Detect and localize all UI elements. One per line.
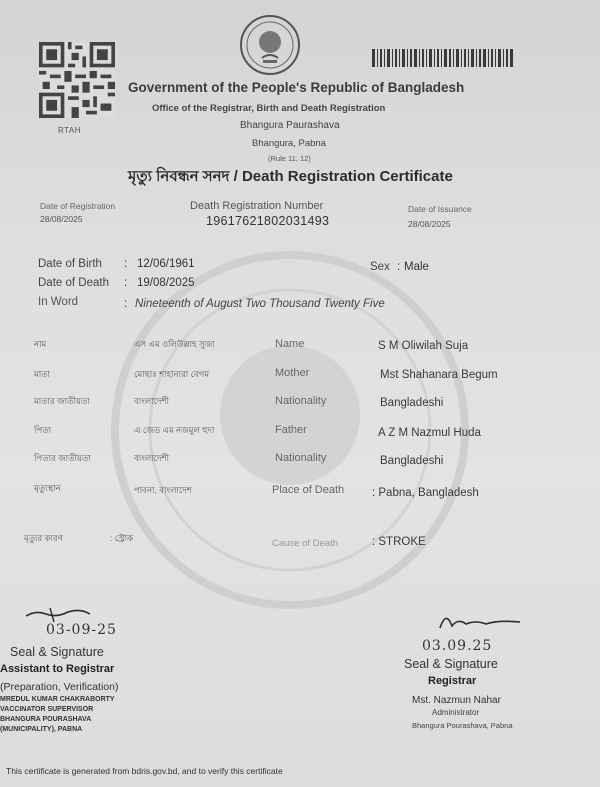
- registration-number-label: Death Registration Number: [190, 200, 324, 212]
- government-emblem: [236, 14, 304, 76]
- government-title: Government of the People's Republic of Bangladesh: [128, 80, 465, 95]
- left-signature-date: 03-09-25: [46, 622, 117, 638]
- birth-date-label: Date of Birth: [38, 258, 102, 270]
- qr-caption: RTAH: [58, 126, 82, 135]
- birth-date-value: 12/06/1961: [137, 258, 195, 270]
- rule-reference: (Rule 11, 12): [268, 154, 311, 163]
- stamp-line-2: VACCINATOR SUPERVISOR: [0, 706, 94, 713]
- office-title: Office of the Registrar, Birth and Death Registration: [152, 103, 386, 114]
- issuance-date-value: 28/08/2025: [408, 219, 451, 229]
- city-name: Bhangura, Pabna: [252, 138, 326, 149]
- stamp-line-4: (MUNICIPALITY), PABNA: [0, 726, 83, 733]
- name-value: S M Oliwilah Suja: [378, 340, 469, 352]
- registration-date-label: Date of Registration: [40, 201, 116, 211]
- mother-value: Mst Shahanara Begum: [380, 369, 498, 381]
- footer-note: This certificate is generated from bdris.gov.bd, and to verify this certificate: [6, 766, 283, 776]
- cause-text: STROKE: [378, 536, 426, 548]
- death-date-label: Date of Death: [38, 277, 109, 289]
- bn-place-of-death-label: মৃত্যুস্থান: [34, 483, 61, 493]
- death-date-in-words: Nineteenth of August Two Thousand Twenty Five: [135, 298, 385, 310]
- mother-nationality-label: Nationality: [275, 395, 327, 407]
- barcode: [372, 49, 514, 67]
- father-value: A Z M Nazmul Huda: [378, 427, 481, 439]
- father-nationality-label: Nationality: [275, 452, 327, 464]
- name-label: Name: [275, 338, 305, 350]
- place-of-death-value: : Pabna, Bangladesh: [372, 487, 479, 499]
- certificate-title: মৃত্যু নিবন্ধন সনদ / Death Registration Certificate: [128, 168, 453, 185]
- bn-cause-value: : স্ট্রোক: [110, 533, 134, 543]
- cause-label: Cause of Death: [272, 538, 339, 549]
- stamp-line-3: BHANGURA POURASHAVA: [0, 716, 92, 723]
- right-signature-date: 03.09.25: [422, 638, 493, 654]
- registrar-name: Mst. Nazmun Nahar: [412, 695, 501, 706]
- certificate-page: RTAH Government of the People's Republic of Bangladesh Office of the Registrar, Birth and Death Registration Bhangura Paurashava Bhangura, Pabna (Rule 11, 12) মৃত্যু নিবন্ধন সনদ / Death Registration Certificate Date of Registration 28/08/2025 Death Registration Number 19617621802031493 Date of Issuance 28/08/2025 Date of Birth : 12/06/1961 Sex : Male Date of Death : 19/08/2025 In Word : Nineteenth of August Two Thousand Twenty Five নাম এস এম ওলিউল্লাহ সুজা Name S M Oliwilah Suja মাতা মোছাঃ শাহানারা বেগম Mother Mst Shahanara Begum মাতার জাতীয়তা বাংলাদেশী Nationality Bangladeshi পিতা এ জেড এম নজমুল হুদা Father A Z M Nazmul Huda পিতার জাতীয়তা বাংলাদেশী Nationality Bangladeshi মৃত্যুস্থান পাবনা, বাংলাদেশ Place of Death : Pabna, Bangladesh মৃত্যুর কারণ : স্ট্রোক Cause of Death : STROKE 03-09-25 Seal & Signature Assistant to Registrar (Preparation, Verification) MREDUL KUMAR CHAKRABORTY VACCINATOR SUPERVISOR BHANGURA POURASHAVA (MUNICIPALITY), PABNA 03.09.25 Seal & Signature Registrar Mst. Nazmun Nahar Administrator Bhangura Pourashava, Pabna This certificate is generated from bdris.gov.bd, and to verify this certificate: [0, 0, 600, 787]
- mother-label: Mother: [275, 367, 310, 379]
- bn-name-label: নাম: [34, 339, 47, 349]
- left-seal-label: Seal & Signature: [10, 645, 104, 659]
- bn-father-label: পিতা: [34, 425, 52, 435]
- bn-cause-text: স্ট্রোক: [114, 533, 134, 543]
- bn-mother-label: মাতা: [34, 369, 51, 379]
- right-seal-label: Seal & Signature: [404, 657, 498, 671]
- bn-name-value: এস এম ওলিউল্লাহ সুজা: [134, 339, 215, 349]
- bn-father-value: এ জেড এম নজমুল হুদা: [134, 425, 215, 435]
- sex-value: Male: [404, 261, 429, 273]
- in-word-label: In Word: [38, 296, 79, 308]
- sex-label: Sex: [370, 261, 390, 273]
- bn-mother-nationality-value: বাংলাদেশী: [134, 396, 169, 406]
- place-of-death-text: Pabna, Bangladesh: [378, 487, 479, 499]
- bn-mother-value: মোছাঃ শাহানারা বেগম: [134, 369, 210, 379]
- cause-value: : STROKE: [372, 536, 426, 548]
- bn-mother-nationality-label: মাতার জাতীয়তা: [34, 396, 90, 406]
- mother-nationality-value: Bangladeshi: [380, 397, 444, 409]
- right-role: Registrar: [428, 675, 477, 687]
- left-role-sub: (Preparation, Verification): [0, 681, 119, 693]
- bn-father-nationality-label: পিতার জাতীয়তা: [34, 453, 91, 463]
- registrar-office: Bhangura Pourashava, Pabna: [412, 721, 513, 730]
- father-label: Father: [275, 424, 307, 436]
- registration-date-value: 28/08/2025: [40, 214, 83, 224]
- bn-father-nationality-value: বাংলাদেশী: [134, 453, 169, 463]
- right-signature-mark: [436, 608, 524, 634]
- issuance-date-label: Date of Issuance: [408, 204, 472, 214]
- place-of-death-label: Place of Death: [272, 484, 345, 496]
- death-date-value: 19/08/2025: [137, 277, 195, 289]
- registration-number-value: 19617621802031493: [206, 214, 330, 228]
- left-role: Assistant to Registrar: [0, 663, 115, 675]
- stamp-line-1: MREDUL KUMAR CHAKRABORTY: [0, 696, 115, 703]
- qr-code: [38, 42, 116, 118]
- bn-place-of-death-value: পাবনা, বাংলাদেশ: [134, 485, 192, 495]
- paurashava-name: Bhangura Paurashava: [240, 120, 340, 131]
- registrar-title: Administrator: [432, 708, 480, 717]
- bn-cause-label: মৃত্যুর কারণ: [24, 533, 63, 543]
- father-nationality-value: Bangladeshi: [380, 455, 444, 467]
